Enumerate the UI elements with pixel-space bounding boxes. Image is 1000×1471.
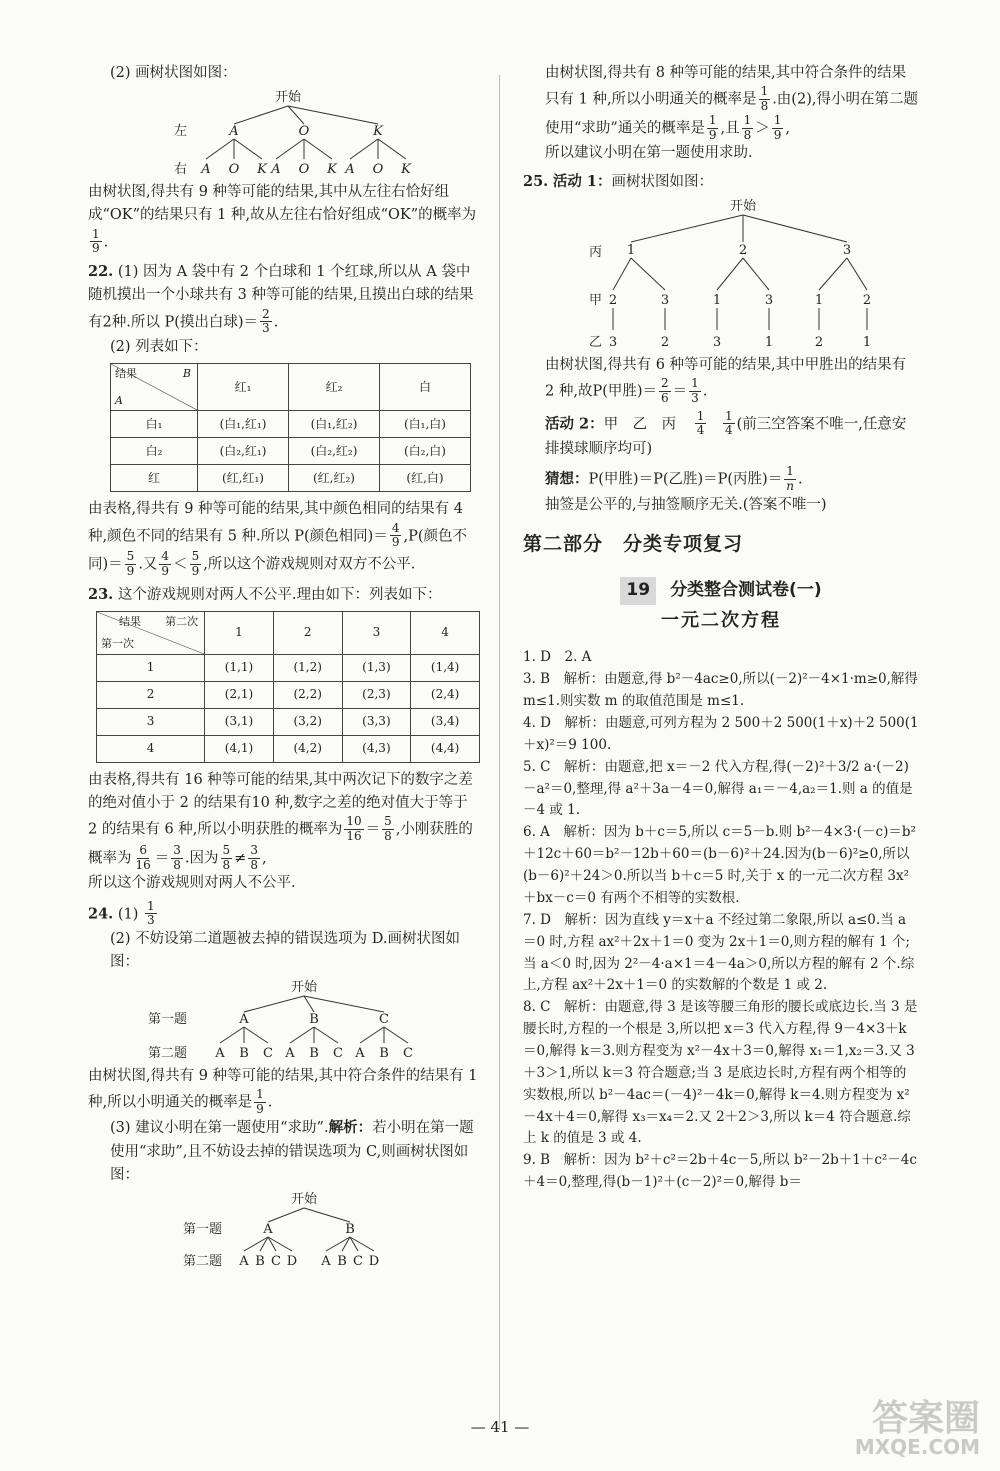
answer-list [523, 647, 919, 1193]
svg-text:A: A [239, 1253, 249, 1269]
answer-item: 8. C 解析：由题意,得 3 是该等腰三角形的腰长或底边长.当 3 是腰长时,方程的一个根是 3,所以把 x＝3 代入方程,得 9－4×3＋k＝0,解得 k＝3.则方程变为 x²－4x＋3＝0,解得 x₁＝1,x₂＝3.又 3＋3＞1,所以 k＝3 符合题意;当 3 是底边长时,方程有两个相等的实数根,所以 b²－4ac＝(－4)²－4k＝0,解得 k＝4.则方程变为 x²－4x＋4＝0,解得 x₃＝x₄＝2.又 2＋2＞3,所以 k＝4 符合题意.综上 k 的值是 3 或 4. [523, 999, 918, 1147]
svg-text:2: 2 [862, 292, 872, 308]
tree-level2-label: 右 [174, 162, 188, 178]
tree1-leaf: A [271, 162, 281, 178]
svg-text:A: A [263, 1221, 273, 1237]
tree-level1-label: 左 [174, 124, 188, 140]
tree1-leaf: K [257, 162, 267, 178]
tree-root: 开始 [274, 90, 302, 106]
svg-text:A: A [215, 1045, 225, 1061]
svg-text:B: B [309, 1011, 319, 1027]
question-number: 25. [523, 172, 549, 190]
fraction: $\frac{2}{3}$ [262, 306, 270, 336]
tree1-node-a: A [229, 124, 239, 140]
svg-text:C: C [333, 1045, 343, 1061]
svg-text:C: C [271, 1253, 281, 1269]
answer-item: 9. B 解析：因为 b²＋c²＝2b＋4c－5,所以 b²－2b＋1＋c²－4c＋4＝0,整理,得(b－1)²＋(c－2)²＝0,解得 b＝ [523, 1152, 917, 1191]
tree-label: 甲 [589, 292, 603, 308]
svg-text:1: 1 [712, 292, 722, 308]
table-col-header: 红₂ [289, 364, 380, 411]
answer-item: 6. A 解析：因为 b＋c＝5,所以 c＝5－b.则 b²－4×3·(－c)＝b²＋12c＋60＝b²－12b＋60＝(b－6)²＋24.因为(b－6)²≥0,所以(b－6)²＋24＞0.所以当 b＋c＝5 时,关于 x 的一元二次方程 3x²＋bx－c＝0 有两个不相等的实数根. [523, 824, 916, 906]
svg-text:D: D [286, 1253, 298, 1269]
svg-text:C: C [403, 1045, 413, 1061]
svg-text:B: B [379, 1045, 389, 1061]
section-title: 分类整合测试卷(一) [670, 580, 822, 601]
table-row: 2 (2,1) (2,2) (2,3) (2,4) [97, 681, 480, 708]
table-corner-cell: 结果 B A [111, 364, 198, 411]
table-corner-cell: 结果 第二次 第一次 [97, 611, 205, 654]
svg-text:3: 3 [608, 334, 618, 350]
tree1-leaf: O [372, 162, 384, 178]
tree1-leaf: A [345, 162, 355, 178]
section-heading [523, 577, 919, 635]
table-col-header: 红₁ [198, 364, 289, 411]
q24-part1: 24. (1) $\frac{1}{3}$ [88, 898, 155, 928]
q24-3-final: 所以建议小明在第一题使用求助. [545, 145, 753, 162]
svg-text:C: C [379, 1011, 389, 1027]
q25-activity1-conclusion: 由树状图,得共有 6 种等可能的结果,其中甲胜出的结果有 2 种,故P(甲胜)＝ $\frac{2}{6}$ ＝ $\frac{1}{3}$ . [545, 356, 907, 405]
tree-diagram-q25 [523, 196, 919, 352]
answer-item: 4. D 解析：由题意,可列方程为 2 500＋2 500(1＋x)＋2 500(1＋x)²＝9 100. [523, 715, 919, 753]
svg-text:1: 1 [626, 242, 636, 258]
svg-text:B: B [255, 1253, 265, 1269]
tree-level2-label: 第二题 [183, 1253, 223, 1269]
question-number: 22. [88, 263, 114, 281]
q25-final: 抽签是公平的,与抽签顺序无关.(答案不唯一) [545, 496, 827, 513]
svg-text:3: 3 [660, 292, 670, 308]
section-subtitle: 一元二次方程 [661, 609, 781, 631]
section-number-badge: 19 [620, 577, 656, 604]
tree-level1-label: 第一题 [148, 1011, 188, 1027]
svg-text:2: 2 [608, 292, 618, 308]
q23-intro: 23. 这个游戏规则对两人不公平.理由如下：列表如下： [88, 585, 442, 603]
q25-guess: 猜想：P(甲胜)＝P(乙胜)＝P(丙胜)＝ $\frac{1}{n}$ . [545, 464, 803, 494]
q24-3-conclusion: 由树状图,得共有 8 种等可能的结果,其中符合条件的结果只有 1 种,所以小明通关的概率是 $\frac{1}{8}$ .由(2),得小明在第二题使用“求助”通关的概率是 $\frac{1}{9}$ ,且 $\frac{1}{8}$ ＞ $\frac{1}{9}$ , [545, 65, 918, 142]
q24-2-conclusion: 由树状图,得共有 9 种等可能的结果,其中符合条件的结果有 1 种,所以小明通关的概率是 $\frac{1}{9}$ . [88, 1067, 478, 1116]
q23-conclusion: 由表格,得共有 16 种等可能的结果,其中两次记下的数字之差的绝对值小于 2 的结果有10 种,数字之差的绝对值大于等于 2 的结果有 6 种,所以小明获胜的概率为 $\frac{10}{16}$ ＝ $\frac{5}{8}$ ,小刚获胜的概率为 $\frac{6}{16}$ ＝ $\frac{3}{8}$ .因为 $\frac{5}{8}$ ≠ $\frac{3}{8}$ , [88, 771, 473, 872]
q25-activity2: 活动 2：甲 乙 丙 $\frac{1}{4}$ $\frac{1}{4}$ (前三空答案不唯一,任意安排摸球顺序均可) [545, 408, 907, 458]
tree-label: 丙 [589, 244, 603, 260]
tree-root: 开始 [729, 198, 757, 214]
answer-item: 7. D 解析：因为直线 y＝x＋a 不经过第二象限,所以 a≤0.当 a＝0 时,方程 ax²＋2x＋1＝0 变为 2x＋1＝0,则方程的解有 1 个;当 a＜0 时,因为 2²－4·a×1＝4－4a＞0,所以方程的解有 2 个.综上,方程 ax²＋2x＋1＝0 的实数解的个数是 1 或 2. [523, 911, 915, 994]
tree1-leaf: A [201, 162, 211, 178]
table-row: 1 (1,1) (1,2) (1,3) (1,4) [97, 654, 480, 681]
svg-text:B: B [239, 1045, 249, 1061]
svg-text:3: 3 [764, 292, 774, 308]
svg-text:C: C [353, 1253, 363, 1269]
q22-part2-intro: (2) 列表如下： [110, 339, 208, 356]
q25-activity1: 25. 活动 1：画树状图如图： [523, 172, 713, 190]
answer-item: 3. B 解析：由题意,得 b²－4ac≥0,所以(－2)²－4×1·m≥0,解得 m≤1.则实数 m 的取值范围是 m≤1. [523, 671, 918, 710]
svg-text:B: B [345, 1221, 355, 1237]
svg-text:1: 1 [814, 292, 824, 308]
svg-text:B: B [309, 1045, 319, 1061]
tree-diagram-q24-2 [88, 977, 480, 1063]
table-row: 4 (4,1) (4,2) (4,3) (4,4) [97, 735, 480, 762]
fraction: $\frac{1}{9}$ [92, 226, 100, 256]
q21-part2-intro: (2) 画树状图如图： [110, 65, 237, 81]
tree-diagram-q24-3 [88, 1189, 480, 1269]
right-column [523, 62, 919, 1194]
dice-result-table: 结果 第二次 第一次 1 2 3 4 1 (1,1) (1,2) (1,3) (1,4) 2 (2,1) (2,2) (2,3) (2,4) 3 (3,1) (3,2) (3,3) (3,4) 4 (4,1) (4,2) (4,3) (4,4) [96, 611, 480, 763]
color-result-table [110, 363, 471, 492]
tree-level1-label: 第一题 [183, 1221, 223, 1237]
tree1-leaf: K [401, 162, 411, 178]
svg-text:2: 2 [660, 334, 670, 350]
q21-conclusion: 由树状图,得共有 9 种等可能的结果,其中从左往右恰好组成“OK”的结果只有 1 种,故从左往右恰好组成“OK”的概率为 $\frac{1}{9}$ . [88, 184, 477, 256]
answer-item: 1. D 2. A [523, 649, 592, 666]
tree-label: 乙 [589, 334, 603, 350]
svg-text:3: 3 [712, 334, 722, 350]
tree-root: 开始 [290, 1191, 318, 1207]
svg-text:2: 2 [814, 334, 824, 350]
left-column [88, 62, 480, 1271]
table-row: 红 (红,红₁) (红,红₂) (红,白) [111, 465, 471, 492]
svg-text:1: 1 [862, 334, 872, 350]
page-number: — 41 — [470, 1418, 530, 1436]
svg-text:D: D [368, 1253, 380, 1269]
table-col-header: 白 [380, 364, 471, 411]
q22-conclusion: 由表格,得共有 9 种等可能的结果,其中颜色相同的结果有 4 种,颜色不同的结果有 5 种.所以 P(颜色相同)＝ $\frac{4}{9}$ ,P(颜色不同)＝ $\frac{5}{9}$ .又 $\frac{4}{9}$ ＜ $\frac{5}{9}$ ,所以这个游戏规则对双方不公平. [88, 501, 468, 578]
svg-text:3: 3 [842, 242, 852, 258]
table-row: 3 (3,1) (3,2) (3,3) (3,4) [97, 708, 480, 735]
svg-text:A: A [239, 1011, 249, 1027]
svg-text:A: A [321, 1253, 331, 1269]
part-title: 第二部分 分类专项复习 [523, 533, 744, 556]
svg-text:B: B [337, 1253, 347, 1269]
q22-part1: 22. (1) 因为 A 袋中有 2 个白球和 1 个红球,所以从 A 袋中随机摸出一个小球共有 3 种等可能的结果,且摸出白球的结果有2种.所以 P(摸出白球)＝ $\frac{2}{3}$ . [88, 263, 474, 336]
tree1-leaf: K [327, 162, 337, 178]
tree-diagram-ok [88, 87, 480, 179]
table-row: 白₂ (白₂,红₁) (白₂,红₂) (白₂,白) [111, 438, 471, 465]
svg-text:2: 2 [738, 242, 748, 258]
svg-text:A: A [355, 1045, 365, 1061]
answer-item: 5. C 解析：由题意,把 x＝－2 代入方程,得(－2)²＋3/2 a·(－2)－a²＝0,整理,得 a²＋3a－4＝0,解得 a₁＝－4,a₂＝1.则 a 的值是－4 或 1. [523, 758, 913, 819]
q24-part3: (3) 建议小明在第一题使用“求助”.解析：若小明在第一题使用“求助”,且不妨设去掉的错误选项为 C,则画树状图如图： [110, 1119, 474, 1183]
tree-level2-label: 第二题 [148, 1045, 188, 1061]
tree1-leaf: O [228, 162, 240, 178]
tree1-node-k: K [373, 124, 383, 140]
svg-text:A: A [285, 1045, 295, 1061]
column-divider [499, 75, 500, 1430]
q23-final: 所以这个游戏规则对两人不公平. [88, 875, 296, 892]
table-row: 白₁ (白₁,红₁) (白₁,红₂) (白₁,白) [111, 411, 471, 438]
svg-text:C: C [263, 1045, 273, 1061]
tree-root: 开始 [290, 979, 318, 995]
tree1-leaf: O [298, 162, 310, 178]
svg-text:1: 1 [764, 334, 774, 350]
question-number: 24. [88, 904, 114, 922]
tree1-node-o: O [298, 124, 310, 140]
watermark-logo: 答案圈 MXQE.COM [854, 1398, 980, 1459]
q24-part2: (2) 不妨设第二道题被去掉的错误选项为 D.画树状图如图： [110, 931, 460, 971]
question-number: 23. [88, 585, 114, 603]
